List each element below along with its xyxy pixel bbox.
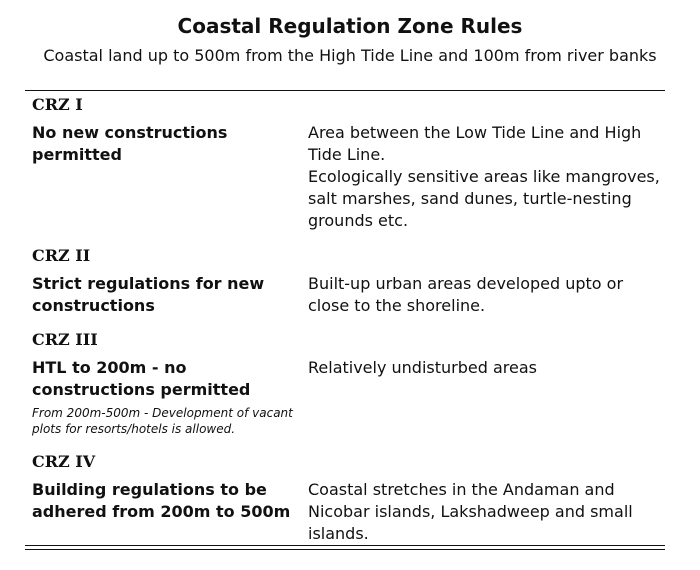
page-subtitle: Coastal land up to 500m from the High Tide Line and 100m from river banks [43,46,657,65]
bottom-divider [25,545,665,546]
zone-label-crz-iv: CRZ IV [32,452,96,471]
bottom-divider-double [25,549,665,550]
zone-description-line: Built-up urban areas developed upto or close to the shoreline. [308,274,624,315]
zone-description-crz-iii [308,357,668,379]
zone-description-line: Ecologically sensitive areas like mangroves, salt marshes, sand dunes, turtle-nesting grounds etc. [308,167,660,230]
zone-description-crz-ii [308,273,668,317]
zone-rule-crz-i: No new constructions permitted [32,123,228,164]
zone-label-crz-ii: CRZ II [32,246,91,265]
top-divider [25,90,665,91]
zone-note-crz-iii: From 200m-500m - Development of vacant plots for resorts/hotels is allowed. [32,406,293,436]
zone-label-crz-iii: CRZ III [32,330,98,349]
zone-description-line: Relatively undisturbed areas [308,358,537,377]
zone-rule-crz-ii: Strict regulations for new constructions [32,274,265,315]
zone-rule-crz-iii: HTL to 200m - no constructions permitted [32,358,251,399]
zone-label-crz-i: CRZ I [32,95,83,114]
zone-rule-crz-iv: Building regulations to be adhered from 200m to 500m [32,480,291,521]
page-title: Coastal Regulation Zone Rules [177,14,523,38]
zone-description-line: Area between the Low Tide Line and High Tide Line. [308,123,642,164]
zone-description-line: Coastal stretches in the Andaman and Nicobar islands, Lakshadweep and small islands. [308,480,633,543]
zone-description-crz-iv [308,479,668,545]
zone-description-crz-i [308,122,668,232]
